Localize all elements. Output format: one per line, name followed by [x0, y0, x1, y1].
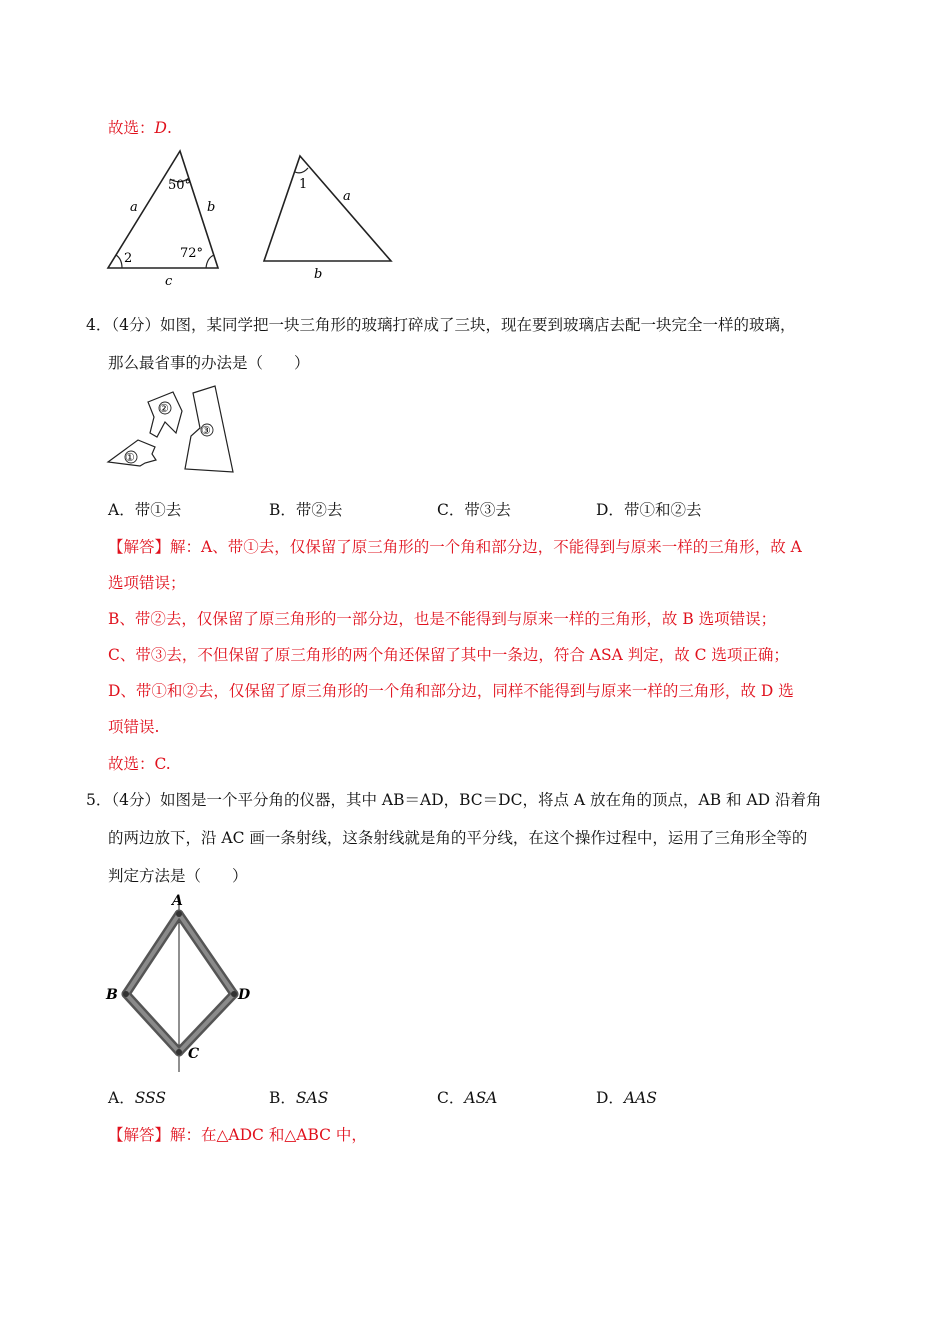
question-score: （4分）: [111, 316, 160, 334]
previous-answer: [108, 118, 172, 138]
side-a-label: a: [343, 189, 351, 204]
q4-option-c[interactable]: [437, 500, 511, 520]
q5-stem-line2: 的两边放下，沿 AC 画一条射线，这条射线就是角的平分线，在这个操作过程中，运用了三角形全等的: [108, 829, 808, 847]
question-number: 5．: [86, 791, 112, 809]
solution-text: 解：A、带①去，仅保留了原三角形的一个角和部分边，不能得到与原来一样的三角形，故 A: [170, 538, 802, 556]
angle-1-label: 1: [299, 177, 308, 192]
q5-stem-line3: 判定方法是（ ）: [108, 867, 248, 885]
q5-stem-line1: [86, 790, 822, 810]
side-b-label: b: [207, 200, 216, 215]
q5-option-b[interactable]: [269, 1088, 328, 1108]
question-text: 如图，某同学把一块三角形的玻璃打碎成了三块，现在要到玻璃店去配一块完全一样的玻璃，: [160, 316, 796, 334]
q5-option-a[interactable]: [108, 1088, 166, 1108]
triangle-figure-left: [100, 145, 230, 290]
angle-top-label: 50°: [168, 178, 192, 193]
option-text: 带①去: [134, 501, 182, 519]
solution-heading: 【解答】: [108, 538, 171, 556]
option-text: 带②去: [295, 501, 343, 519]
angle-bl-label: 2: [124, 251, 133, 266]
q4-option-a[interactable]: [108, 500, 181, 520]
q5-solution-line1: [108, 1125, 367, 1145]
q4-stem-line2: 那么最省事的办法是（ ）: [108, 354, 310, 372]
piece-3-label: ③: [201, 424, 211, 437]
side-b-label: b: [314, 267, 323, 282]
option-text: 带③去: [464, 501, 511, 519]
option-text: SAS: [295, 1089, 329, 1107]
question-number: 4．: [86, 316, 112, 334]
vertex-a-label: A: [172, 893, 183, 909]
q4-final-answer: 故选：C.: [108, 755, 171, 773]
option-letter: D．: [596, 501, 624, 519]
q4-solution-line1: [108, 537, 802, 557]
vertex-b-label: B: [106, 987, 118, 1003]
triangle-figure-right: [255, 150, 400, 285]
side-a-label: a: [130, 200, 138, 215]
side-c-label: c: [165, 274, 173, 289]
option-letter: B．: [269, 501, 296, 519]
vertex-d-label: D: [238, 987, 251, 1003]
piece-1-label: ①: [125, 451, 135, 464]
solution-heading: 【解答】: [108, 1126, 171, 1144]
question-score: （4分）: [111, 791, 160, 809]
option-letter: B．: [269, 1089, 296, 1107]
option-text: SSS: [134, 1089, 167, 1107]
question-text: 如图是一个平分角的仪器，其中 AB＝AD，BC＝DC，将点 A 放在角的顶点，AB 和 AD 沿着角: [160, 791, 822, 809]
q4-solution-line2: 选项错误；: [108, 574, 186, 592]
q4-stem-line1: [86, 315, 796, 335]
answer-suffix: .: [166, 119, 172, 137]
answer-choice: D: [154, 119, 167, 137]
vertex-c-label: C: [188, 1046, 200, 1062]
q4-option-d[interactable]: [596, 500, 701, 520]
angle-bisector-instrument-figure: [100, 890, 270, 1075]
answer-prefix: 故选：: [108, 119, 155, 137]
q4-solution-line3: B、带②去，仅保留了原三角形的一部分边，也是不能得到与原来一样的三角形，故 B 选项错误；: [108, 610, 777, 628]
option-text: 带①和②去: [623, 501, 702, 519]
piece-2-label: ②: [159, 402, 169, 415]
solution-text: 解：在△ADC 和△ABC 中，: [170, 1126, 367, 1144]
option-letter: C．: [437, 501, 465, 519]
option-letter: C．: [437, 1089, 465, 1107]
angle-br-label: 72°: [180, 246, 204, 261]
option-letter: A．: [108, 501, 135, 519]
q5-option-c[interactable]: [437, 1088, 497, 1108]
option-text: AAS: [623, 1089, 657, 1107]
q4-solution-line5: D、带①和②去，仅保留了原三角形的一个角和部分边，同样不能得到与原来一样的三角形，故 D 选: [108, 682, 794, 700]
q4-option-b[interactable]: [269, 500, 342, 520]
q4-solution-line6: 项错误.: [108, 718, 160, 736]
q5-option-d[interactable]: [596, 1088, 657, 1108]
option-letter: D．: [596, 1089, 624, 1107]
option-letter: A．: [108, 1089, 135, 1107]
q4-solution-line4: C、带③去，不但保留了原三角形的两个角还保留了其中一条边，符合 ASA 判定，故 C 选项正确；: [108, 646, 789, 664]
option-text: ASA: [464, 1089, 498, 1107]
broken-glass-figure: [105, 383, 240, 478]
